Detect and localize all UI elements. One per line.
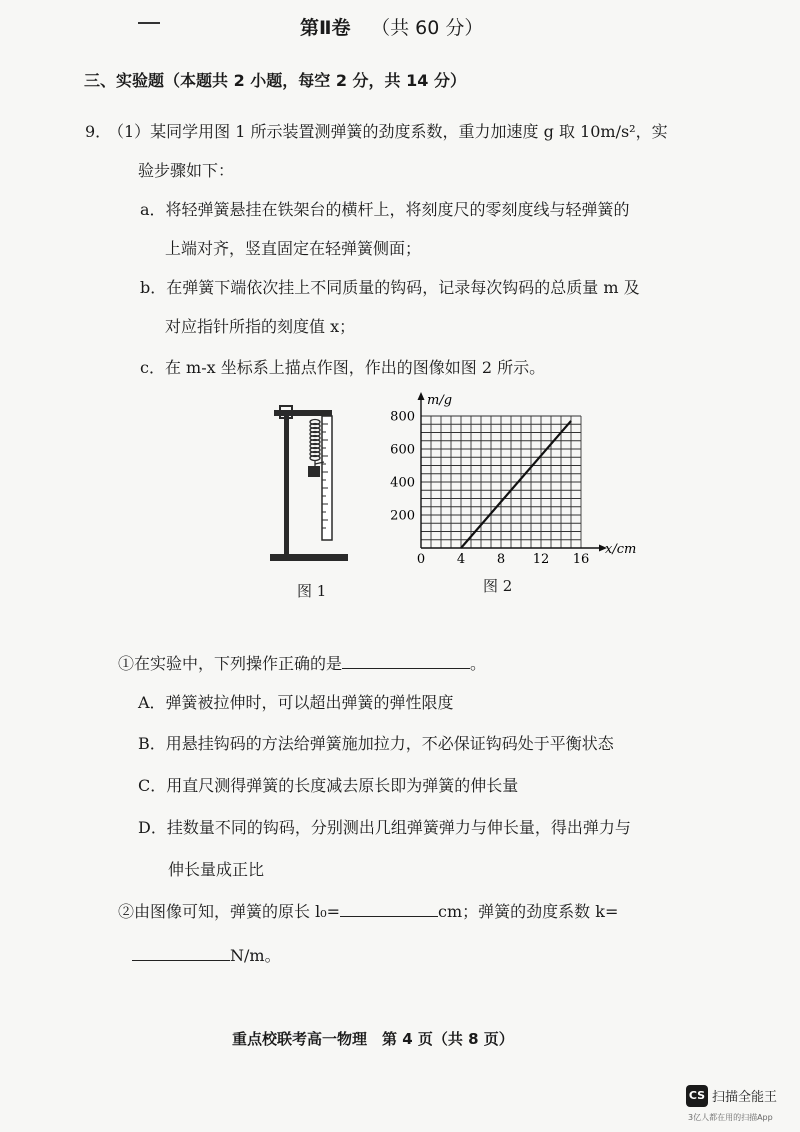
option-d-line2: 伸长量成正比 xyxy=(168,860,265,879)
y-tick-label: 600 xyxy=(390,442,415,458)
question-intro-line1: （1）某同学用图 1 所示装置测弹簧的劲度系数，重力加速度 g 取 10m/s²，实 xyxy=(108,122,668,141)
figure1-apparatus xyxy=(268,400,378,570)
figure2-caption: 图 2 xyxy=(483,577,513,595)
watermark xyxy=(686,1085,798,1130)
x-tick-label: 4 xyxy=(456,552,466,567)
page-footer: 重点校联考高一物理 第 4 页（共 8 页） xyxy=(232,1030,514,1048)
ruler xyxy=(322,416,332,540)
x-tick-label: 8 xyxy=(496,552,506,567)
stand-base xyxy=(270,554,348,561)
sub2-unit: N/m。 xyxy=(230,946,281,965)
stand-pole xyxy=(284,412,289,556)
chart-series xyxy=(461,421,571,548)
series-line xyxy=(461,421,571,548)
question-number: 9． xyxy=(85,122,112,141)
section-heading: 三、实验题（本题共 2 小题，每空 2 分，共 14 分） xyxy=(84,71,466,90)
spring xyxy=(310,420,320,467)
option-a: A．弹簧被拉伸时，可以超出弹簧的弹性限度 xyxy=(138,693,454,712)
stand-crossbar xyxy=(274,410,332,416)
sub1-prompt: ①在实验中，下列操作正确的是 xyxy=(118,654,343,673)
x-tick-label: 0 xyxy=(416,552,426,567)
stray-mark xyxy=(138,22,160,24)
step-a-line1: a．将轻弹簧悬挂在铁架台的横杆上，将刻度尺的零刻度线与轻弹簧的 xyxy=(140,200,630,219)
sub2-line1 xyxy=(118,898,618,922)
sub2-prompt-part1: ②由图像可知，弹簧的原长 l₀= xyxy=(118,902,341,921)
y-axis-arrow xyxy=(418,392,425,400)
step-b-line1: b．在弹簧下端依次挂上不同质量的钩码，记录每次钩码的总质量 m 及 xyxy=(140,278,640,297)
chart-xlabel: x/cm xyxy=(605,542,637,557)
part-title xyxy=(300,13,483,40)
sub1-answer-blank[interactable] xyxy=(342,650,470,669)
step-b-line2: 对应指针所指的刻度值 x； xyxy=(165,317,356,336)
y-tick-label: 400 xyxy=(390,475,415,491)
hook-weight xyxy=(308,466,320,477)
option-d-line1: D．挂数量不同的钩码，分别测出几组弹簧弹力与伸长量，得出弹力与 xyxy=(138,818,631,837)
figure1-caption: 图 1 xyxy=(297,582,327,600)
y-tick-label: 800 xyxy=(390,409,415,425)
y-tick-label: 200 xyxy=(390,508,415,524)
step-a-line2: 上端对齐，竖直固定在轻弹簧侧面； xyxy=(165,239,422,258)
part-title-label: 第Ⅱ卷 xyxy=(300,17,351,39)
x-tick-label: 16 xyxy=(572,552,590,567)
sub1-end: 。 xyxy=(470,654,487,673)
sub2-length-blank[interactable] xyxy=(340,898,438,917)
option-b: B．用悬挂钩码的方法给弹簧施加拉力，不必保证钩码处于平衡状态 xyxy=(138,734,614,753)
option-c: C．用直尺测得弹簧的长度减去原长即为弹簧的伸长量 xyxy=(138,776,519,795)
chart-ylabel: m/g xyxy=(427,393,453,408)
question-intro-line2: 验步骤如下： xyxy=(138,161,235,180)
sub2-k-blank[interactable] xyxy=(132,942,230,961)
x-tick-label: 12 xyxy=(532,552,550,567)
cs-logo-icon xyxy=(686,1085,708,1107)
sub2-line2 xyxy=(132,942,281,966)
sub2-prompt-part2: cm；弹簧的劲度系数 k= xyxy=(438,902,619,921)
sub1-prompt-line xyxy=(118,650,486,674)
cs-logo-text: CS xyxy=(688,1089,706,1102)
figure2-chart xyxy=(385,390,655,590)
watermark-tagline: 3亿人都在用的扫描App xyxy=(688,1113,773,1122)
part-score: （共 60 分） xyxy=(371,17,484,39)
watermark-brand: 扫描全能王 xyxy=(712,1090,778,1105)
step-c: c．在 m-x 坐标系上描点作图，作出的图像如图 2 所示。 xyxy=(140,358,546,377)
